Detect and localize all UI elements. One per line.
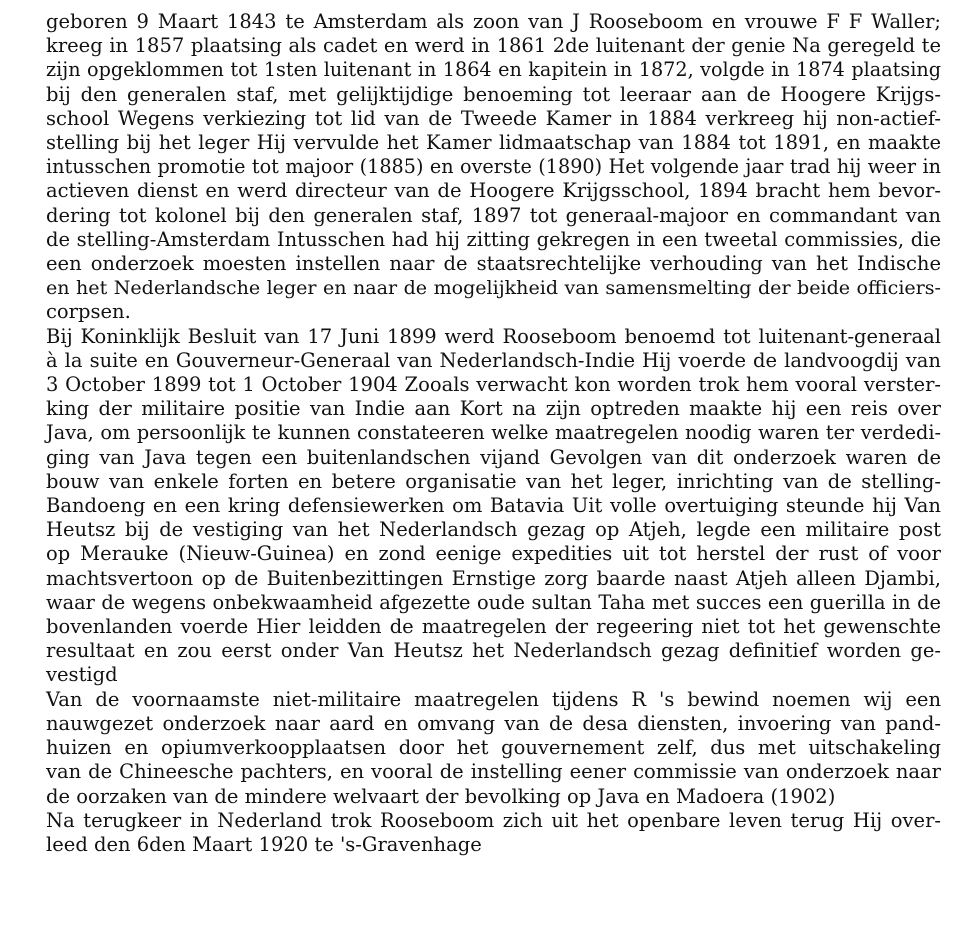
text-line: 3 October 1899 tot 1 October 1904 Zooals verwacht kon worden trok hem vooral verster- [46,373,941,397]
text-line: kreeg in 1857 plaatsing als cadet en werd in 1861 2de luitenant der genie Na geregeld te [46,34,941,58]
text-line: Java, om persoonlijk te kunnen constateeren welke maatregelen noodig waren ter verdedi- [46,421,941,445]
text-line: intusschen promotie tot majoor (1885) en overste (1890) Het volgende jaar trad hij weer in [46,155,941,179]
text-line: zijn opgeklommen tot 1sten luitenant in 1864 en kapitein in 1872, volgde in 1874 plaatsing [46,58,941,82]
text-line: van de Chineesche pachters, en vooral de instelling eener commissie van onderzoek naar [46,760,941,784]
text-line: bovenlanden voerde Hier leidden de maatregelen der regeering niet tot het gewenschte [46,615,941,639]
text-line: stelling bij het leger Hij vervulde het Kamer lidmaatschap van 1884 tot 1891, en maakte [46,131,941,155]
text-line: Na terugkeer in Nederland trok Rooseboom zich uit het openbare leven terug Hij over- [46,808,941,832]
text-line: machtsvertoon op de Buitenbezittingen Ernstige zorg baarde naast Atjeh alleen Djambi, [46,566,941,590]
text-line: bij den generalen staf, met gelijktijdige benoeming tot leeraar aan de Hoogere Krijgs- [46,82,941,106]
text-line: Bij Koninklijk Besluit van 17 Juni 1899 werd Rooseboom benoemd tot luitenant-generaal [46,324,941,348]
text-line: de oorzaken van de mindere welvaart der bevolking op Java en Madoera (1902) [46,784,836,808]
text-line: leed den 6den Maart 1920 te 's-Gravenhage [46,832,482,856]
text-line: ging van Java tegen een buitenlandschen vijand Gevolgen van dit onderzoek waren de [46,445,941,469]
text-line: bouw van enkele forten en betere organisatie van het leger, inrichting van de stelling- [46,469,941,493]
text-line: huizen en opiumverkoopplaatsen door het gouvernement zelf, dus met uitschakeling [46,736,941,760]
text-line: Heutsz bij de vestiging van het Nederlandsch gezag op Atjeh, legde een militaire post [46,518,941,542]
text-line: Van de voornaamste niet-militaire maatregelen tijdens R 's bewind noemen wij een [46,687,941,711]
text-line: de stelling-Amsterdam Intusschen had hij zitting gekregen in een tweetal commissies, die [46,227,941,251]
text-line: op Merauke (Nieuw-Guinea) en zond eenige expedities uit tot herstel der rust of voor [46,542,941,566]
text-line: geboren 9 Maart 1843 te Amsterdam als zoon van J Rooseboom en vrouwe F F Waller; [46,10,941,33]
text-line: waar de wegens onbekwaamheid afgezette oude sultan Taha met succes een guerilla in de [46,590,941,614]
text-line: actieven dienst en werd directeur van de Hoogere Krijgsschool, 1894 bracht hem bevor- [46,179,941,203]
text-line: nauwgezet onderzoek naar aard en omvang van de desa diensten, invoering van pand- [46,711,941,735]
text-line: dering tot kolonel bij den generalen staf, 1897 tot generaal-majoor en commandant van [46,203,941,227]
text-line: king der militaire positie van Indie aan Kort na zijn optreden maakte hij een reis over [46,397,941,421]
text-line: Bandoeng en een kring defensiewerken om Batavia Uit volle overtuiging steunde hij Van [46,494,941,518]
text-line: en het Nederlandsche leger en naar de mogelijkheid van samensmelting der beide officiers- [46,277,941,300]
text-line: à la suite en Gouverneur-Generaal van Nederlandsch-Indie Hij voerde de landvoogdij van [46,348,941,372]
text-line: vestigd [46,663,118,687]
biography-text [46,10,941,857]
text-line: school Wegens verkiezing tot lid van de Tweede Kamer in 1884 verkreeg hij non-actief- [46,106,941,130]
text-line: resultaat en zou eerst onder Van Heutsz het Nederlandsch gezag definitief worden ge- [46,639,941,663]
text-line: een onderzoek moesten instellen naar de staatsrechtelijke verhouding van het Indische [46,252,941,276]
text-line: corpsen. [46,300,131,324]
